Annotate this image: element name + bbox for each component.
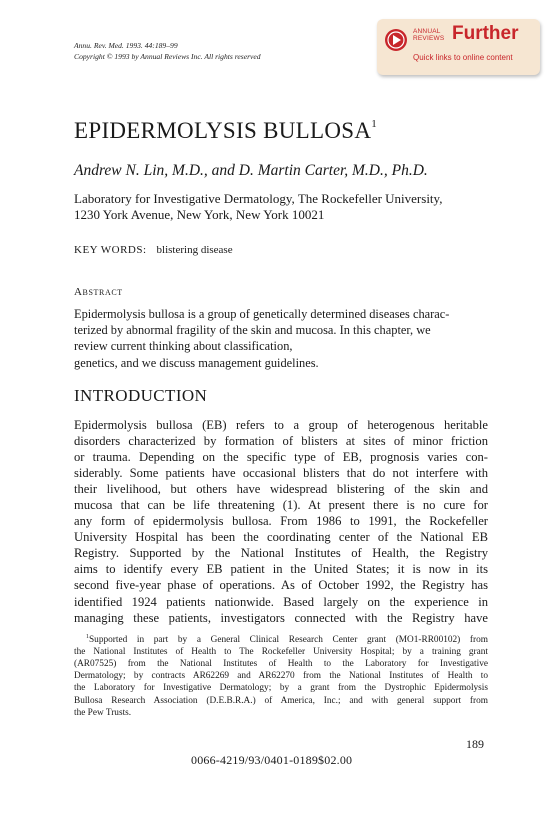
further-brand-line-2: REVIEWS: [413, 35, 445, 42]
further-brand: [413, 28, 444, 42]
abstract-line: review current thinking about classification,: [74, 339, 293, 354]
footnote-line: (AR07525) from the National Institutes of Health to the Laboratory for Investigative: [74, 659, 488, 670]
citation-line-1: Annu. Rev. Med. 1993. 44:189–99: [74, 41, 178, 50]
intro-line: identified 1924 patients nationwide. Based largely on the experience in: [74, 594, 488, 609]
keywords: [74, 244, 233, 256]
intro-line: Epidermolysis bullosa (EB) refers to a group of heterogenous heritable: [74, 418, 488, 432]
author-affiliation: [74, 191, 494, 223]
footnote-line-1: [74, 631, 488, 646]
abstract-line: Epidermolysis bullosa is a group of genetically determined diseases charac-: [74, 307, 450, 321]
abstract-heading: Abstract: [74, 286, 123, 298]
article-authors: Andrew N. Lin, M.D., and D. Martin Carter, M.D., Ph.D.: [74, 162, 428, 179]
further-subtitle: Quick links to online content: [413, 53, 513, 62]
keywords-value: blistering disease: [156, 244, 233, 256]
footnote: [74, 631, 488, 719]
footnote-marker: 1: [86, 634, 89, 640]
page-number: 189: [466, 737, 484, 751]
footnote-line-text: Supported in part by a General Clinical Research Center grant (MO1-RR00102) from: [89, 635, 488, 646]
intro-line: second five-year phase of operations. As of October 1992, the Registry has: [74, 578, 488, 593]
footnote-line: the National Institutes of Health to The Rockefeller University Hospital; by a training grant: [74, 647, 488, 658]
intro-line: managing these patients, investigators connected with the Registry have: [74, 610, 488, 625]
intro-line: their livelihood, but others have widespread blistering of the skin and: [74, 482, 488, 497]
intro-line: University Hospital has been the coordinating center of the National EB: [74, 530, 488, 545]
intro-line: Registry. Supported by the National Institutes of Health, the Registry: [74, 546, 488, 561]
footnote-line: the Laboratory for Investigative Dermatology; by a grant from the Dystrophic Epidermolysis: [74, 683, 488, 694]
intro-line: disorders characterized by formation of blisters at sites of minor friction: [74, 434, 488, 449]
issn-code: 0066-4219/93/0401-0189$02.00: [191, 753, 353, 767]
citation-line-2: Copyright © 1993 by Annual Reviews Inc. All rights reserved: [74, 52, 261, 61]
article-title: [74, 118, 377, 144]
title-footnote-marker[interactable]: 1: [371, 118, 378, 131]
annual-reviews-logo-icon: [385, 29, 407, 51]
article-title-text: EPIDERMOLYSIS BULLOSA: [74, 118, 372, 143]
further-brand-line-1: ANNUAL: [413, 28, 441, 35]
abstract-line: genetics, and we discuss management guidelines.: [74, 355, 319, 370]
introduction-text: [74, 417, 488, 626]
keywords-label: KEY WORDS:: [74, 244, 147, 256]
footnote-line: Dermatology; by contracts AR62269 and AR62270 from the National Institutes of Health to: [74, 671, 488, 682]
abstract-line: terized by abnormal fragility of the skin and mucosa. In this chapter, we: [74, 323, 431, 338]
intro-line: aims to identify every EB patient in the United States; it is now in its: [74, 562, 488, 577]
introduction-heading: INTRODUCTION: [74, 386, 208, 405]
intro-line: any form of epidermolysis bullosa. From 1986 to 1991, the Rockefeller: [74, 514, 488, 529]
intro-line: or trauma. Depending on the specific type of EB, prognosis varies con-: [74, 450, 488, 465]
footnote-line: Bullosa Research Association (D.E.B.R.A.) of America, Inc.; and with general support from: [74, 695, 488, 706]
affiliation-line-2: 1230 York Avenue, New York, New York 10021: [74, 207, 325, 222]
affiliation-line-1: Laboratory for Investigative Dermatology, The Rockefeller University,: [74, 191, 443, 206]
abstract-text: [74, 306, 489, 371]
footnote-line: the Pew Trusts.: [74, 707, 132, 718]
journal-citation: [74, 40, 261, 62]
further-word: Further: [452, 23, 519, 44]
further-badge[interactable]: [377, 19, 540, 75]
intro-line: mucosa that can be life threatening (1). At present there is no cure for: [74, 498, 488, 513]
intro-line: siderably. Some patients have occasional blisters that do not interfere with: [74, 466, 488, 481]
